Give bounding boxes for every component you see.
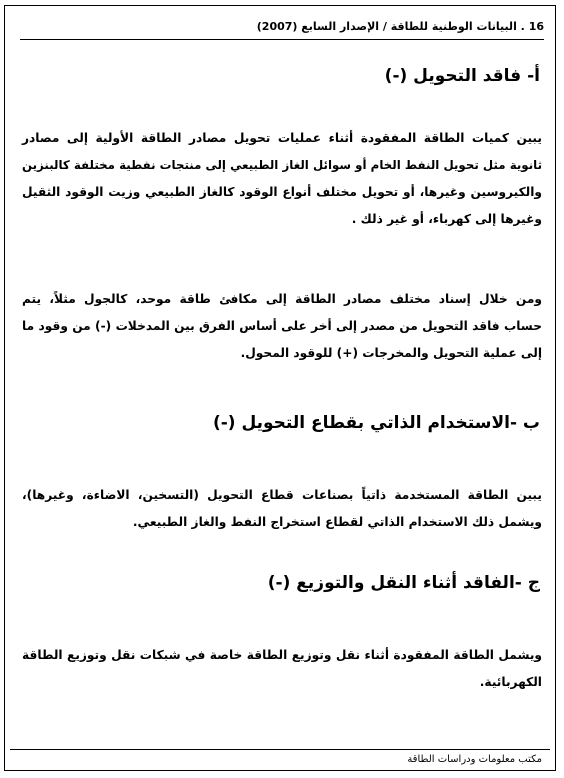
- header-divider: [20, 39, 544, 40]
- paragraph-line: ويشمل الطاقة المفقودة أثناء نقل وتوزيع الطاقة خاصة في شبكات نقل وتوزيع الطاقة: [22, 648, 542, 662]
- paragraph-a1: [22, 125, 542, 233]
- paragraph-line: الكهربائية.: [479, 675, 542, 689]
- page-header: 16 . البيانات الوطنية للطاقة / الإصدار السابع (2007): [256, 20, 544, 33]
- paragraph-line: ثانوية مثل تحويل النفط الخام أو سوائل الغاز الطبيعي إلى منتجات نفطية مختلفة كالبنزين: [22, 158, 542, 172]
- footer-divider: [10, 749, 550, 750]
- page-footer: مكتب معلومات ودراسات الطاقة: [407, 754, 542, 765]
- section-heading-c: ج -الفاقد أثناء النقل والتوزيع (-): [267, 573, 540, 593]
- section-heading-a: أ- فاقد التحويل (-): [384, 66, 540, 86]
- paragraph-line: يبين الطاقة المستخدمة ذاتياً بصناعات قطاع التحويل (التسخين، الاضاءة، وغيرها)،: [22, 488, 542, 502]
- paragraph-a2: [22, 286, 542, 367]
- paragraph-line: ويشمل ذلك الاستخدام الذاتي لقطاع استخراج النفط والغاز الطبيعي.: [132, 515, 542, 529]
- section-heading-b: ب -الاستخدام الذاتي بقطاع التحويل (-): [212, 413, 540, 433]
- paragraph-line: وغيرها إلى كهرباء، أو غير ذلك .: [351, 212, 542, 226]
- paragraph-line: إلى عملية التحويل والمخرجات (+) للوقود المحول.: [240, 346, 542, 360]
- paragraph-line: يبين كميات الطاقة المفقودة أثناء عمليات تحويل مصادر الطاقة الأولية إلى مصادر: [22, 131, 542, 145]
- paragraph-line: حساب فاقد التحويل من مصدر إلى أخر على أساس الفرق بين المدخلات (-) من وقود ما: [22, 319, 542, 333]
- paragraph-line: والكيروسين وغيرها، أو تحويل مختلف أنواع الوقود كالغاز الطبيعي وزيت الوقود الثقيل: [22, 185, 542, 199]
- paragraph-b1: [22, 482, 542, 536]
- paragraph-c1: [22, 642, 542, 696]
- paragraph-line: ومن خلال إسناد مختلف مصادر الطاقة إلى مكافئ طاقة موحد، كالجول مثلاً، يتم: [22, 292, 542, 306]
